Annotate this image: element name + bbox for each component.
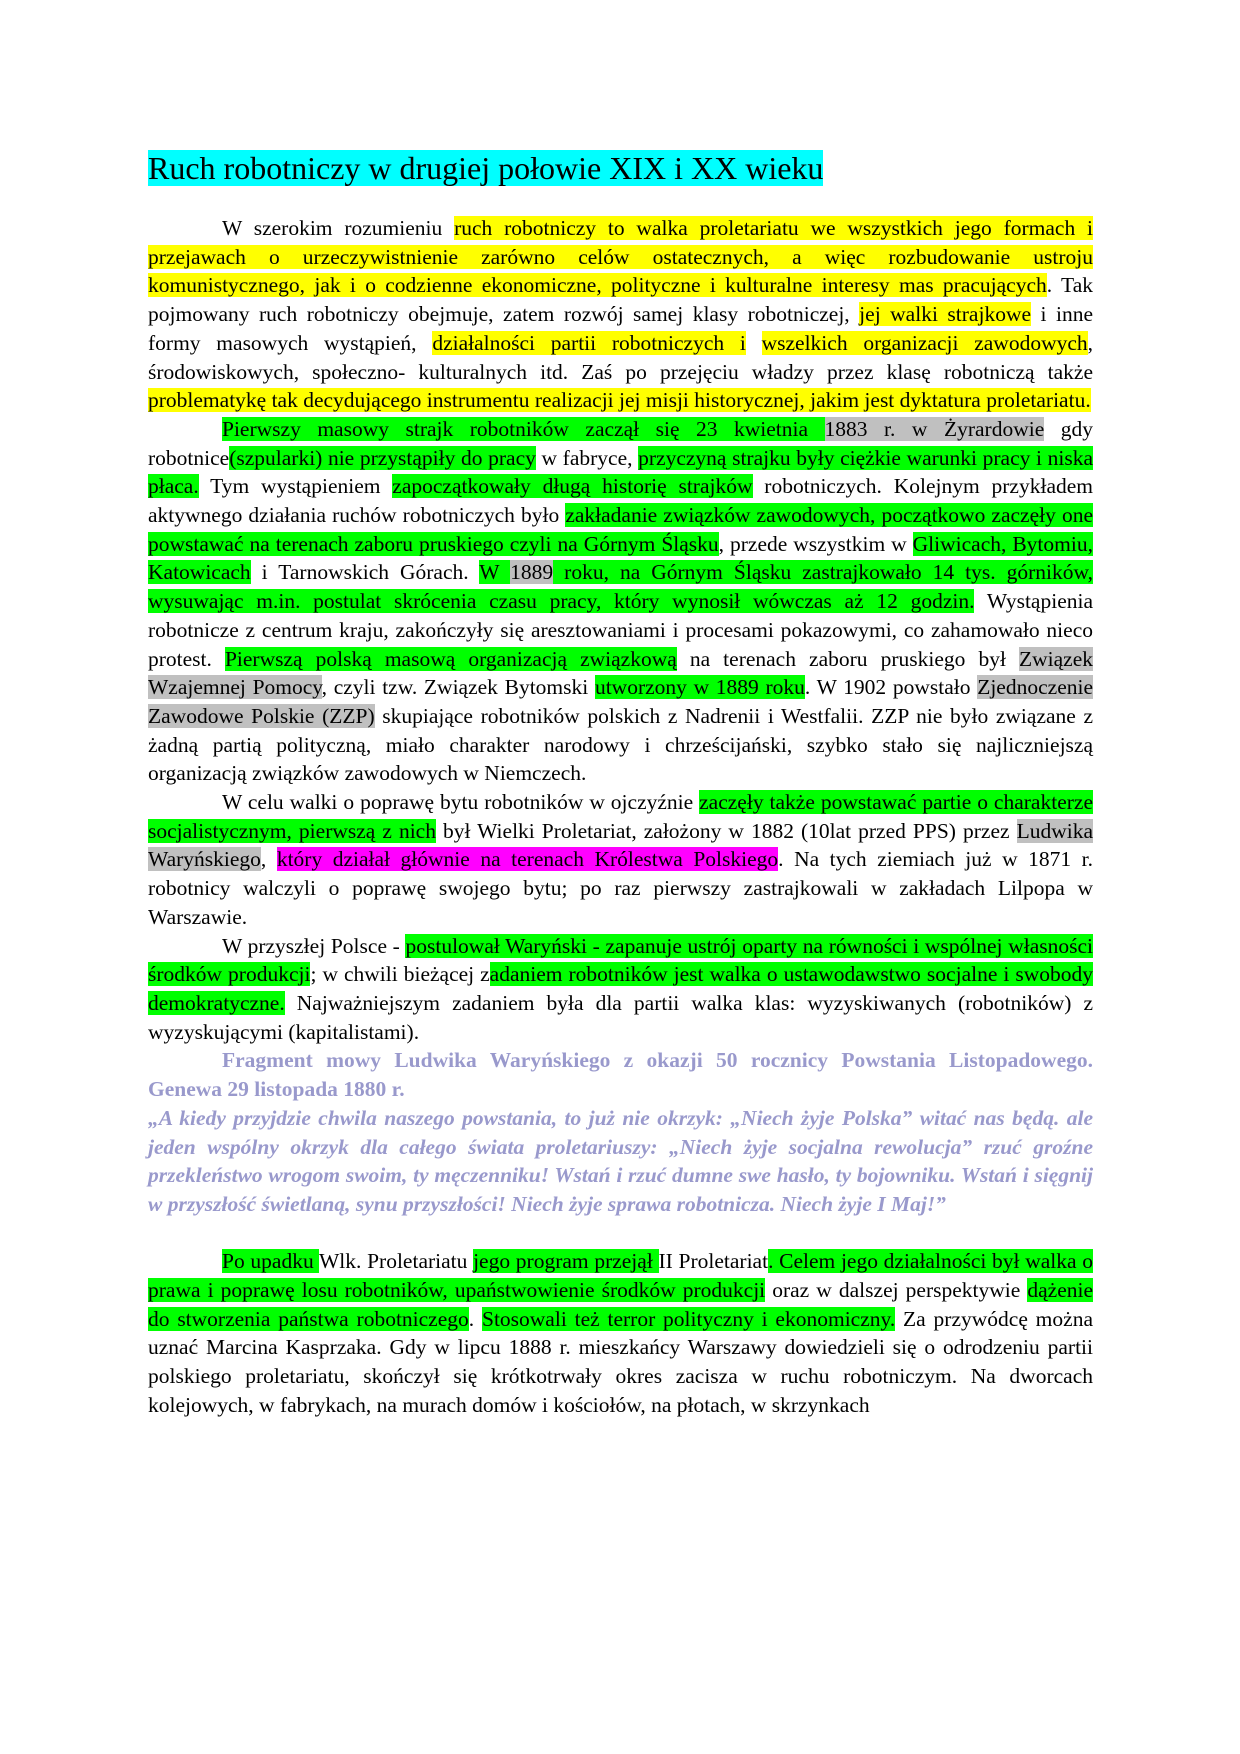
text-run: . W 1902 powstało [804, 675, 978, 700]
text-run: W szerokim rozumieniu [222, 216, 455, 240]
text-run: na terenach zaboru pruskiego był [676, 646, 1019, 671]
text-run: ; w chwili bieżącej z [310, 962, 490, 987]
text-run: robotniczych. Kolejnym przykładem aktywnego działania ruchów robotniczych było [148, 474, 1094, 528]
highlighted-text: 1883 r. w Żyrardowie [824, 416, 1045, 441]
paragraph-socialist-parties [148, 788, 1093, 932]
text-run [746, 331, 762, 355]
highlighted-text: Po upadku [222, 1249, 319, 1274]
paragraph-intro [148, 214, 1093, 415]
paragraph-warynski-program [148, 932, 1093, 1047]
highlighted-text: jej walki strajkowe [859, 302, 1032, 327]
highlighted-text: dążenie do stworzenia państwa robotniczego [148, 1278, 1094, 1331]
highlighted-text: Pierwszą polską masową organizacją związkową [224, 646, 677, 671]
text-run: Wlk. Proletariatu [319, 1249, 474, 1274]
text-run: w fabryce, [535, 445, 639, 470]
highlighted-text: jego program przejął [473, 1249, 659, 1274]
highlighted-text: ruch robotniczy to walka proletariatu we wszystkich jego formach i przejawach o urzeczywistnienie zarówno celów ostatecznych, a więc rozbudowanie ustroju komunistycznego, jak i o codzienne ekonomiczne, polityczne i kulturalne interesy mas pracujących [148, 216, 1093, 298]
highlighted-text: . Celem jego działalności był walka o prawa i poprawę losu robotników, upaństwowienie środków produkcji [148, 1249, 1093, 1302]
text-run: gdy robotnice [148, 416, 1093, 470]
highlighted-text: Pierwszy masowy strajk robotników zaczął się 23 kwietnia [222, 416, 825, 441]
highlighted-text: postulował Waryński - zapanuje ustrój oparty na równości i wspólnej własności środków produkcji [148, 933, 1093, 987]
highlighted-text: Gliwicach, Bytomiu, Katowicach [148, 531, 1093, 585]
highlighted-text: W [479, 560, 511, 585]
text-run: , środowiskowych, społeczno- kulturalnych itd. Zaś po przejęciu władzy przez klasę robotniczą także [148, 330, 1094, 384]
paragraph-second-proletariat [148, 1247, 1093, 1419]
text-run: W celu walki o poprawę bytu robotników w ojczyźnie [222, 790, 700, 815]
highlighted-text: problematykę tak decydującego instrumentu realizacji jej misji historycznej, jakim jest dyktatura proletariatu. [148, 388, 1091, 413]
document-title [148, 148, 1093, 188]
highlighted-text: Stosowali też terror polityczny i ekonomiczny. [481, 1306, 896, 1331]
text-run: , przede wszystkim w [718, 531, 913, 556]
highlighted-text: przyczyną strajku były ciężkie warunki pracy i niska płaca. [148, 445, 1093, 499]
highlighted-text: zapoczątkowały długą historię strajków [392, 474, 753, 499]
text-run: skupiające robotników polskich z Nadrenii i Westfalii. ZZP nie było związane z żadną partią polityczną, miało charakter narodowy i chrześcijański, szybko stało się najliczniejszą organizacją związków zawodowych w Niemczech. [148, 703, 1093, 786]
document-body [148, 148, 1093, 1420]
text-run: . Na tych ziemiach już w 1871 r. robotnicy walczyli o poprawę swojego bytu; po raz pierwszy zastrajkowali w zakładach Lilpopa w Warszawie. [148, 847, 1093, 929]
highlighted-text: roku, na Górnym Śląsku zastrajkowało 14 tys. górników, wysuwając m.in. postulat skrócenia czasu pracy, który wynosił wówczas aż 12 godzin. [148, 560, 1093, 614]
highlighted-text: działalności partii robotniczych i [432, 330, 746, 355]
text-run: . Tak pojmowany ruch robotniczy obejmuje, zatem rozwój samej klasy robotniczej, [148, 273, 1093, 327]
highlighted-text: zakładanie związków zawodowych, początkowo zaczęły one powstawać na terenach zaboru pruskiego czyli na Górnym Śląsku [148, 503, 1093, 556]
text-run: i inne formy masowych wystąpień, [148, 302, 1094, 355]
highlighted-text: zaczęły także powstawać partie o charakterze socjalistycznym, pierwszą z nich [148, 790, 1093, 843]
highlighted-text: utworzony w 1889 roku [594, 675, 805, 700]
text-run: . [468, 1306, 482, 1331]
highlighted-text: adaniem robotników jest walka o ustawodawstwo socjalne i swobody demokratyczne. [148, 962, 1093, 1015]
highlighted-text: Zjednoczenie Zawodowe Polskie (ZZP) [148, 675, 1093, 728]
highlighted-text: Związek Wzajemnej Pomocy [148, 646, 1093, 700]
text-run: był Wielki Proletariat, założony w 1882 (10lat przed PPS) przez [435, 818, 1017, 843]
quote-text: „A kiedy przyjdzie chwila naszego powstania, to już nie okrzyk: „Niech żyje Polska” witać nas będą. ale jeden wspólny okrzyk dla całego świata proletariuszy: „Niech żyje socjalna rewolucja” rzuć groźne przekleństwo wrogom swoim, ty męczenniku! Wstań i rzuć dumne swe hasło, ty bojowniku. Wstań i sięgnij w przyszłość świetlaną, synu przyszłości! Niech żyje sprawa robotnicza. Niech żyje I Maj!” [148, 1105, 1093, 1216]
text-run: oraz w dalszej perspektywie [765, 1278, 1028, 1302]
text-run: , czyli tzw. Związek Bytomski [321, 675, 595, 700]
text-run: W przyszłej Polsce - [222, 933, 406, 958]
paragraph-strikes [148, 415, 1093, 788]
highlighted-text: wszelkich organizacji zawodowych [761, 330, 1088, 355]
highlighted-text: 1889 [510, 560, 554, 585]
title-text: Ruch robotniczy w drugiej połowie XIX i XX wieku [148, 150, 824, 186]
highlighted-text: Ludwika Waryńskiego [148, 818, 1093, 872]
text-run: II Proletariat [658, 1249, 769, 1274]
text-run: Za przywódcę można uznać Marcina Kasprzaka. Gdy w lipcu 1888 r. mieszkańcy Warszawy dowiedzieli się o odrodzeniu partii polskiego proletariatu, skończył się krótkotrwały okres zacisza w ruchu robotniczym. Na dworcach kolejowych, w fabrykach, na murach domów i kościołów, na płotach, w skrzynkach [148, 1306, 1093, 1417]
quote-heading: Fragment mowy Ludwika Waryńskiego z okazji 50 rocznicy Powstania Listopadowego. Genewa 29 listopada 1880 r. [148, 1048, 1093, 1102]
paragraph-spacer [148, 1219, 1093, 1248]
highlighted-text: (szpularki) nie przystąpiły do pracy [229, 445, 536, 470]
text-run: Najważniejszym zadaniem była dla partii walka klas: wyzyskiwanych (robotników) z wyzyskującymi (kapitalistami). [148, 990, 1093, 1044]
text-run: i Tarnowskich Górach. [250, 560, 480, 585]
text-run: , [260, 847, 277, 872]
text-run: Wystąpienia robotnicze z centrum kraju, zakończyły się aresztowaniami i procesami pokazowymi, co zahamowało nieco protest. [148, 589, 1093, 671]
highlighted-text: który działał głównie na terenach Królestwa Polskiego [276, 847, 779, 872]
text-run: Tym wystąpieniem [198, 474, 393, 499]
